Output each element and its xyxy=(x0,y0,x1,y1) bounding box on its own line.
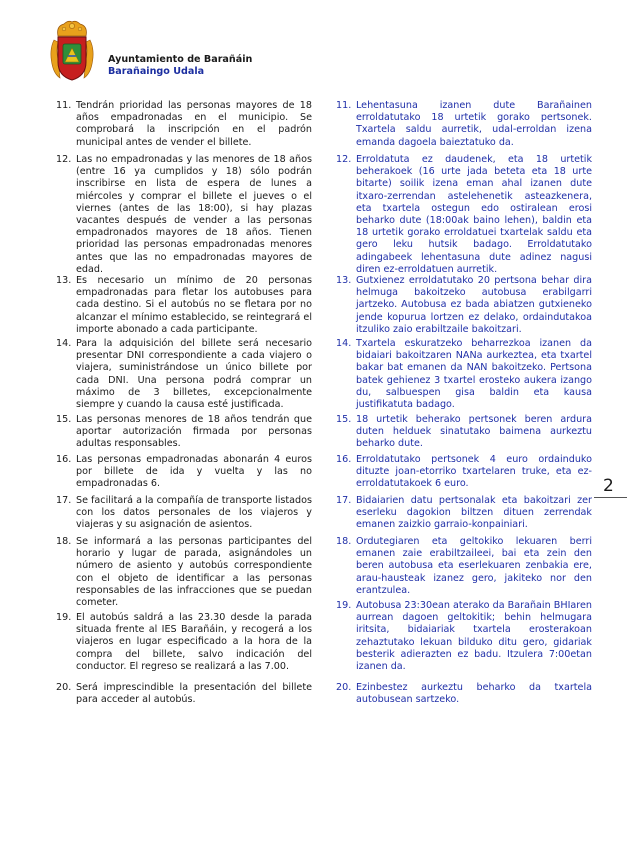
item-text-eu: Ezinbestez aurkeztu beharko da txartela autobusean sartzeko. xyxy=(356,682,592,706)
item-number: 11. xyxy=(56,100,72,111)
item-number: 20. xyxy=(336,682,352,693)
item-number: 18. xyxy=(336,536,352,547)
item-number: 17. xyxy=(336,495,352,506)
item-text-eu: Lehentasuna izanen dute Barañainen erroldatutako 18 urtetik gorako pertsonek. Txartela saldu aurretik, udal-erroldan izena emanda dagoela baieztatuko da. xyxy=(356,100,592,148)
item-number: 16. xyxy=(336,454,352,465)
org-name-es: Ayuntamiento de Barañáin xyxy=(108,54,253,65)
item-text-es: El autobús saldrá a las 23.30 desde la parada situada frente al IES Barañáin, y recogerá a los viajeros en lugar especificado a la hora de la compra del billete, salvo indicación del conductor. El regreso se realizará a las 7.00. xyxy=(76,612,312,672)
item-number: 14. xyxy=(336,338,352,349)
item-number: 19. xyxy=(56,612,72,623)
organization-name xyxy=(108,54,252,78)
item-number: 13. xyxy=(336,275,352,286)
item-number: 15. xyxy=(56,414,72,425)
item-number: 19. xyxy=(336,600,352,611)
item-text-eu: Autobusa 23:30ean aterako da Barañain BHIaren aurrean dagoen geltokitik; behin helmugara iritsita, bidaiariak txartela erosterakoan zehaztutako lekuan bilduko ditu gero, gidariak besterik adierazten ez badu. Itzulera 7:00etan izanen da. xyxy=(356,600,592,673)
item-text-es: Se informará a las personas participantes del horario y lugar de parada, asignándoles un número de asiento y autobús correspondiente con el objeto de identificar a las personas responsables de las infracciones que se puedan cometer. xyxy=(76,536,312,609)
item-number: 20. xyxy=(56,682,72,693)
item-text-es: Para la adquisición del billete será necesario presentar DNI correspondiente a cada viajero o viajera, suministrándose un único billete por cada DNI. Una persona podrá comprar un máximo de 3 billetes, excepcionalmente siempre y cuando la causa esté justificada. xyxy=(76,338,312,411)
item-text-eu: Erroldatuta ez daudenek, eta 18 urtetik beherakoek (16 urte jada beteta eta 18 urte bitarte) soilik izena eman ahal izanen dute itxaro-zerrendan astelehenetik asteazkenera, eta txartela ostegun edo ostiralean erosi beharko dute (18:00ak baino lehen), baldin eta 18 urtetik gorako erroldatuei txartelak saldu eta gero leku hutsik badago. Erroldatutako adingabeek lehentasuna dute adinez nagusi diren ez-erroldatuen aurretik. xyxy=(356,154,592,275)
item-number: 15. xyxy=(336,414,352,425)
item-text-eu: Gutxienez erroldatutako 20 pertsona behar dira helmuga bakoitzeko autobusa erabilgarri jartzeko. Autobusa ez bada abiatzen gutxieneko jende kopurua lortzen ez delako, ordaindutakoa itzuliko zaio erabiltzaile bakoitzari. xyxy=(356,275,592,335)
item-text-es: Será imprescindible la presentación del billete para acceder al autobús. xyxy=(76,682,312,706)
item-text-eu: Bidaiarien datu pertsonalak eta bakoitzari zer eserleku dagokion biltzen dituen zerrendak emanen zaizkio garraio-konpainiari. xyxy=(356,495,592,531)
item-text-es: Las personas menores de 18 años tendrán que aportar autorización firmada por personas adultas responsables. xyxy=(76,414,312,450)
coat-of-arms-icon xyxy=(48,20,96,82)
item-text-eu: Erroldatutako pertsonek 4 euro ordainduko dituzte joan-etorriko txartelaren truke, eta ez-erroldatutakoek 6 euro. xyxy=(356,454,592,490)
item-number: 13. xyxy=(56,275,72,286)
item-text-es: Las personas empadronadas abonarán 4 euros por billete de ida y vuelta y las no empadronadas 6. xyxy=(76,454,312,490)
item-text-es: Es necesario un mínimo de 20 personas empadronadas para fletar los autobuses para cada destino. Si el autobús no se fletara por no alcanzar el mínimo establecido, se reintegrará el importe abonado a cada participante. xyxy=(76,275,312,335)
org-name-eu: Barañaingo Udala xyxy=(108,66,205,77)
item-text-eu: Ordutegiaren eta geltokiko lekuaren berri emanen zaie erabiltzaileei, bai eta zein den beren autobusa eta eserlekuaren zenbakia ere, arau-hausteak izanez gero, jakiteko nor den erantzulea. xyxy=(356,536,592,596)
item-number: 12. xyxy=(56,154,72,165)
item-number: 16. xyxy=(56,454,72,465)
item-text-eu: 18 urtetik beherako pertsonek beren ardura duten helduek sinatutako baimena aurkeztu beharko dute. xyxy=(356,414,592,450)
page-number-divider xyxy=(594,497,627,498)
item-text-eu: Txartela eskuratzeko beharrezkoa izanen da bidaiari bakoitzaren NANa aurkeztea, eta txartel bakar bat emanen da NAN bakoitzeko. Pertsona batek gehienez 3 txartel erosteko aukera izango du, salbuespen gisa baldin eta kausa justifikatuta badago. xyxy=(356,338,592,411)
item-text-es: Tendrán prioridad las personas mayores de 18 años empadronadas en el municipio. Se comprobará la inscripción en el padrón municipal antes de vender el billete. xyxy=(76,100,312,148)
item-number: 12. xyxy=(336,154,352,165)
page-number: 2 xyxy=(603,476,614,496)
item-number: 14. xyxy=(56,338,72,349)
item-text-es: Las no empadronadas y las menores de 18 años (entre 16 ya cumplidos y 18) sólo podrán inscribirse en lista de espera de lunes a miércoles y comprar el billete el jueves o el viernes (antes de las 18:00), si hay plazas vacantes después de vender a las personas empadronados mayores de 18 años. Tienen prioridad las personas empadronadas menores antes que las no empadronadas mayores de edad. xyxy=(76,154,312,275)
item-number: 11. xyxy=(336,100,352,111)
item-number: 18. xyxy=(56,536,72,547)
item-text-es: Se facilitará a la compañía de transporte listados con los datos personales de los viajeros y viajeras y su asignación de asientos. xyxy=(76,495,312,531)
item-number: 17. xyxy=(56,495,72,506)
